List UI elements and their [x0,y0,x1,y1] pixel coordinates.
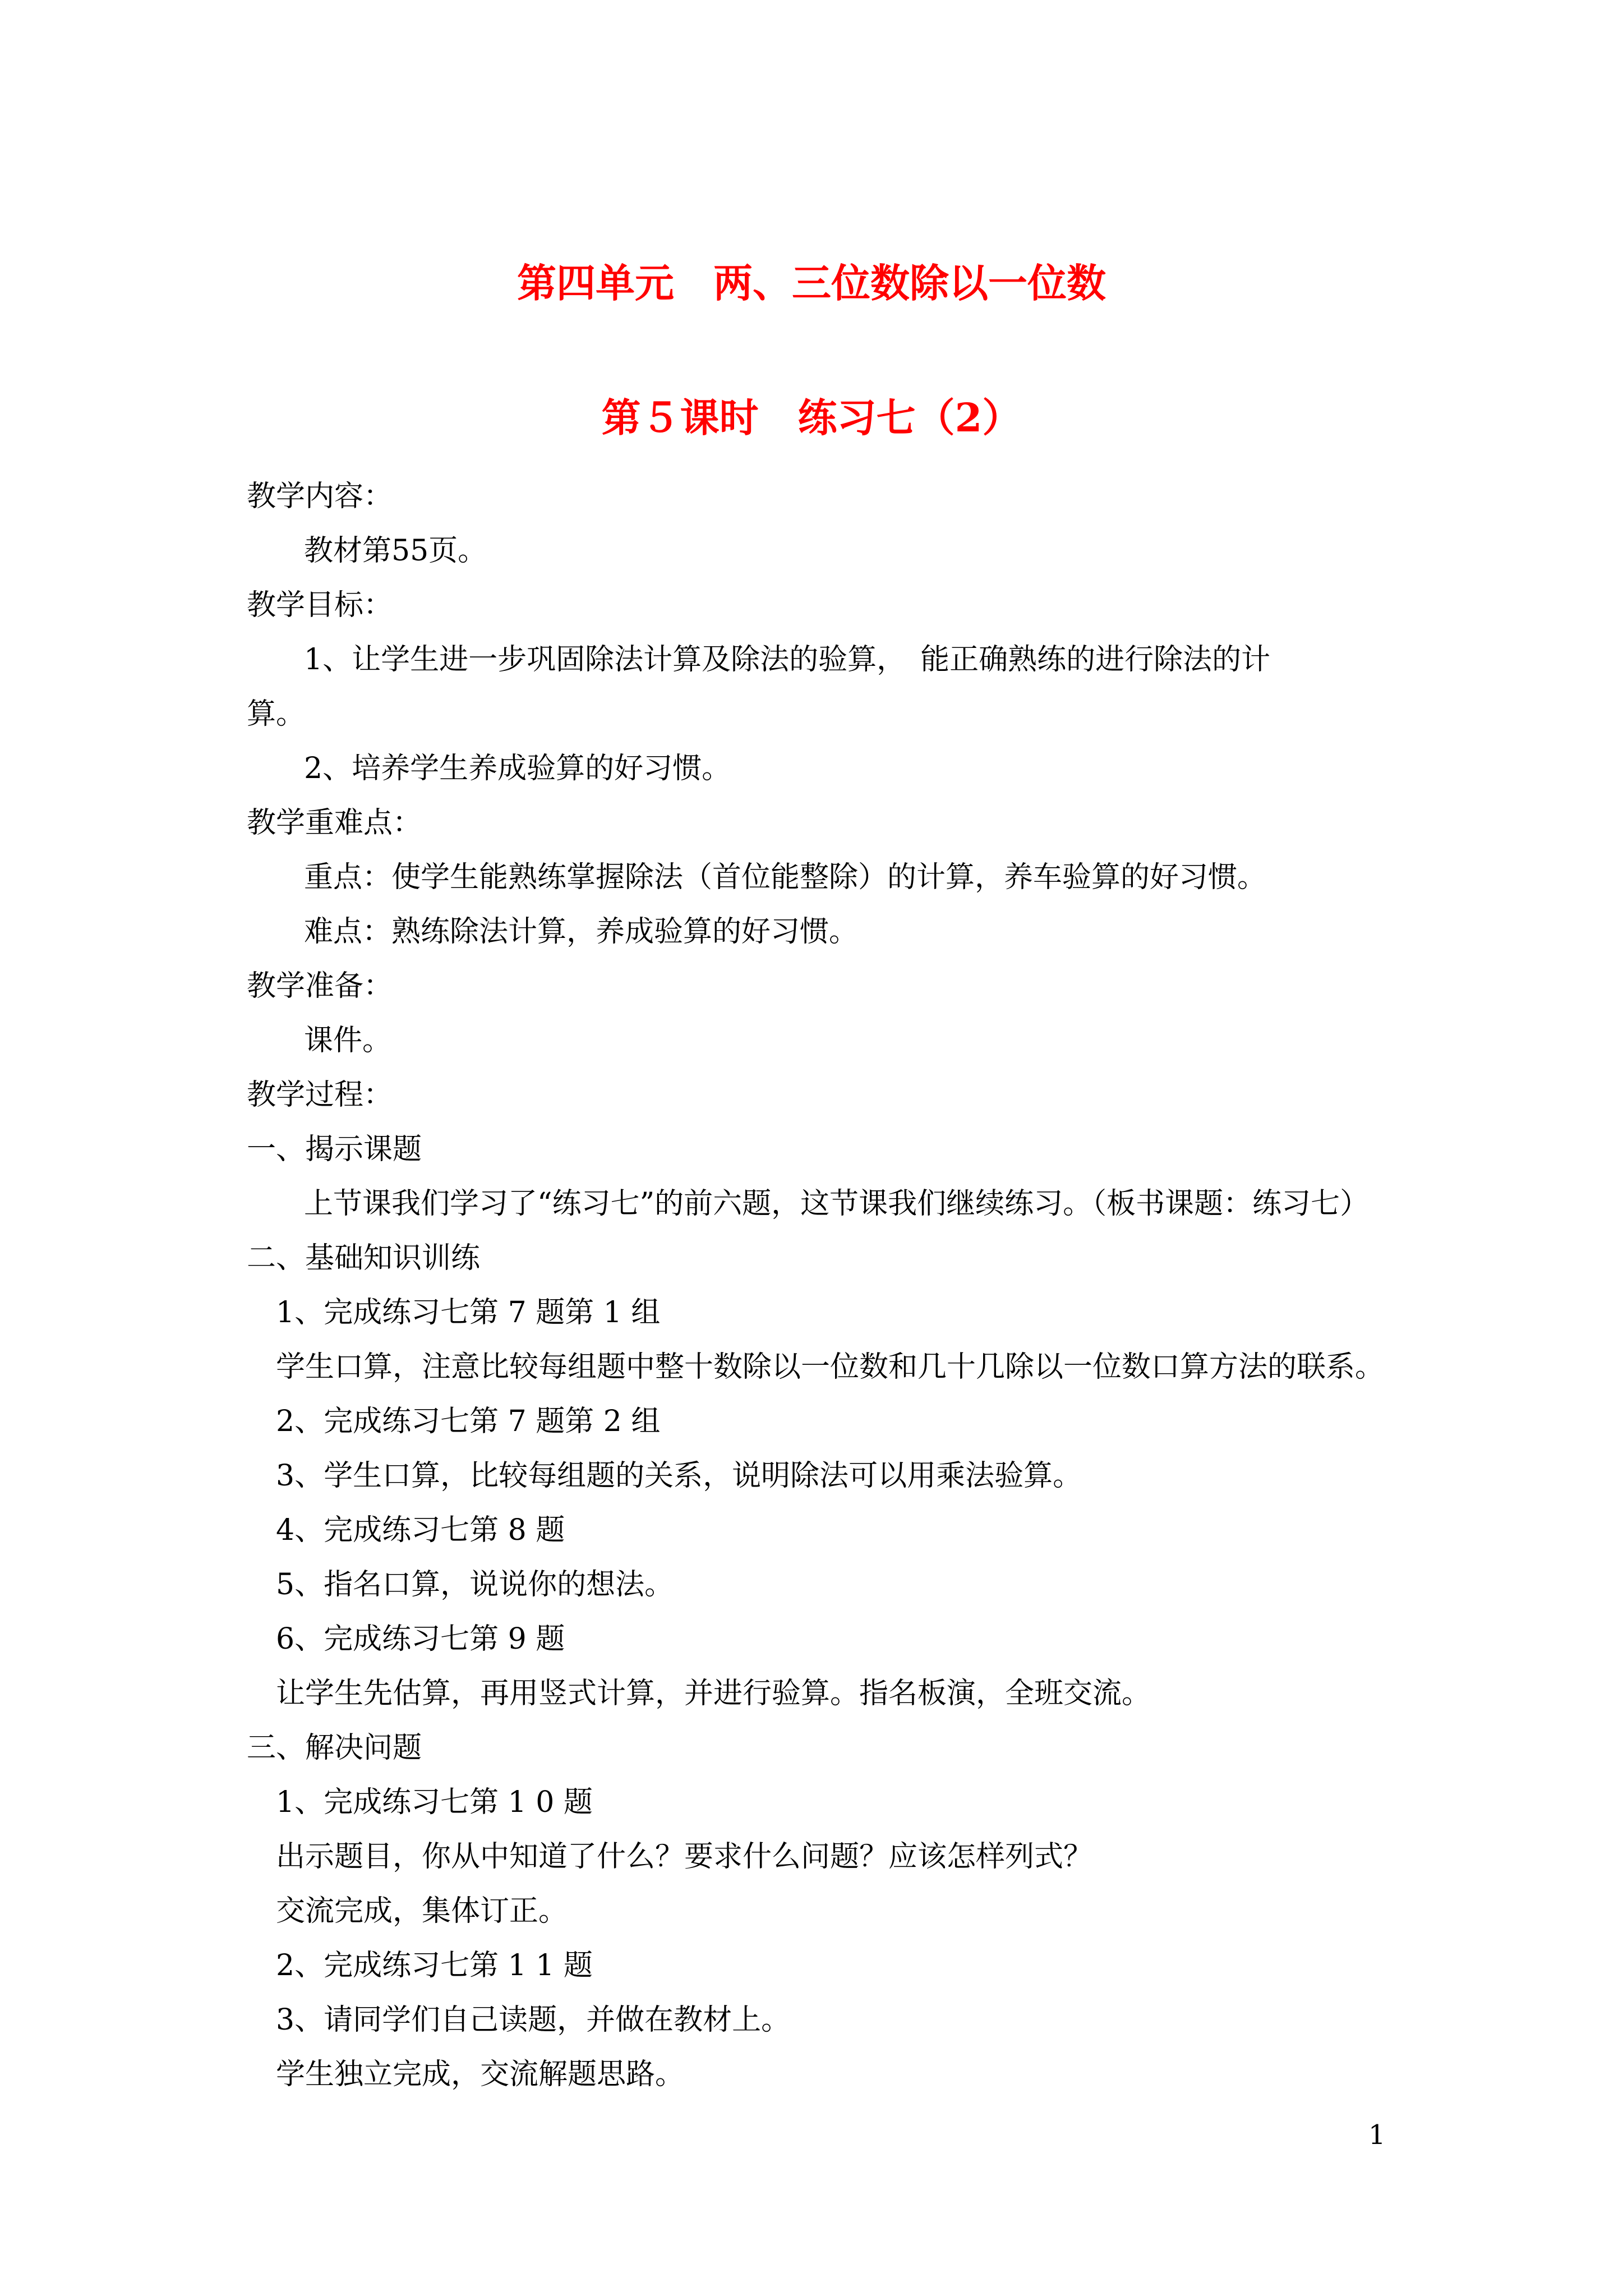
content-text: 教材第55页。 [304,534,487,568]
objective-item-continued: 算。 [247,697,306,731]
difficulty-item: 难点：熟练除法计算，养成验算的好习惯。 [304,915,859,949]
objective-item: 1、让学生进一步巩固除法计算及除法的验算， 能正确熟练的进行除法的计 [304,643,1271,677]
section-heading-key-points: 教学重难点： [247,806,422,840]
problem-text: 学生独立完成，交流解题思路。 [276,2058,685,2091]
section-heading-process: 教学过程： [247,1078,393,1112]
problem-item: 2、完成练习七第 1 1 题 [276,1949,593,1982]
exercise-item: 6、完成练习七第 9 题 [276,1622,565,1656]
problem-text: 出示题目，你从中知道了什么？要求什么问题？应该怎样列式？ [276,1840,1093,1874]
problem-text: 交流完成，集体订正。 [276,1894,568,1928]
unit-title: 第四单元 两、三位数除以一位数 [517,260,1106,306]
exercise-text: 学生口算，注意比较每组题中整十数除以一位数和几十几除以一位数口算方法的联系。 [276,1350,1385,1384]
exercise-item: 4、完成练习七第 8 题 [276,1513,565,1547]
section-heading-content: 教学内容： [247,480,393,513]
step-text: 上节课我们学习了“练习七”的前六题，这节课我们继续练习。（板书课题：练习七） [304,1187,1370,1221]
exercise-item: 3、学生口算，比较每组题的关系，说明除法可以用乘法验算。 [276,1459,1082,1493]
step-heading: 二、基础知识训练 [247,1241,481,1275]
exercise-item: 1、完成练习七第 7 题第 1 组 [276,1296,661,1329]
section-heading-objectives: 教学目标： [247,588,393,622]
problem-item: 1、完成练习七第 1 0 题 [276,1786,593,1819]
section-heading-preparation: 教学准备： [247,969,393,1003]
preparation-text: 课件。 [304,1024,392,1057]
lesson-title: 第５课时 练习七（2） [601,394,1022,441]
exercise-text: 让学生先估算，再用竖式计算，并进行验算。指名板演，全班交流。 [276,1677,1151,1710]
exercise-item: 5、指名口算，说说你的想法。 [276,1568,674,1602]
step-heading: 一、揭示课题 [247,1133,422,1166]
page-number: 1 [1368,2119,1386,2151]
problem-item: 3、请同学们自己读题，并做在教材上。 [276,2003,791,2037]
exercise-item: 2、完成练习七第 7 题第 2 组 [276,1405,661,1438]
step-heading: 三、解决问题 [247,1731,422,1765]
objective-item: 2、培养学生养成验算的好习惯。 [304,752,731,785]
key-point-item: 重点：使学生能熟练掌握除法（首位能整除）的计算，养车验算的好习惯。 [304,861,1267,894]
